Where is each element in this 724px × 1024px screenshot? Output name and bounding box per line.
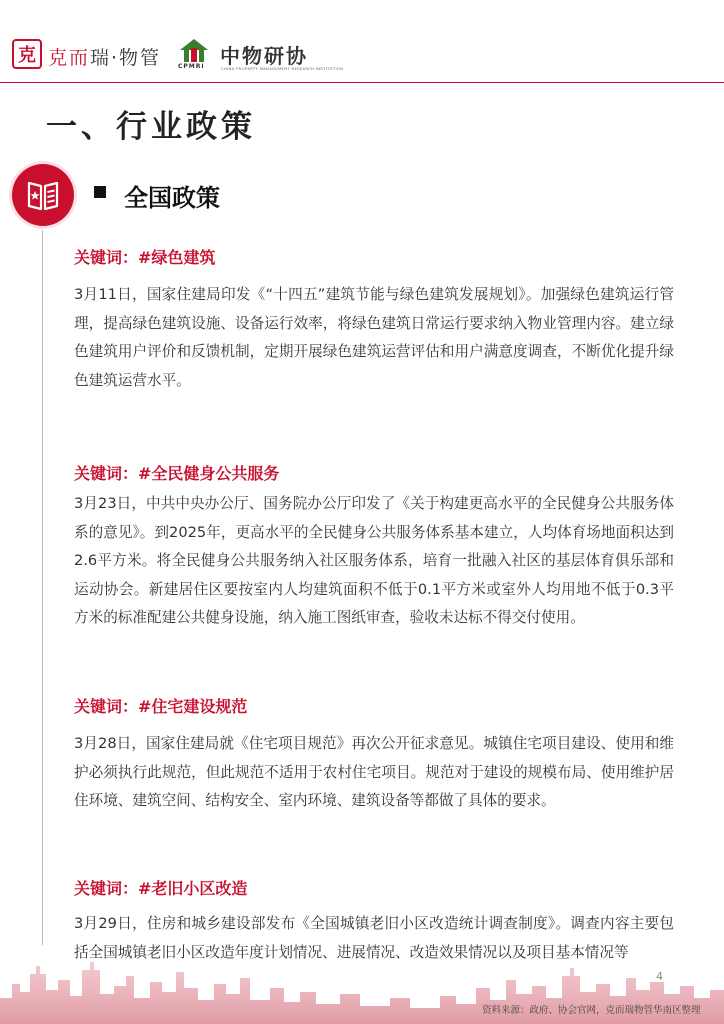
cpmri-logo: CPMRI [176,36,212,72]
source-note: 资料来源：政府、协会官网，克而瑞物管华南区整理 [482,1005,701,1016]
keyword-heading: 关键词：#绿色建筑 [74,248,216,267]
subsection-title: 全国政策 [124,184,220,212]
square-bullet-icon [94,186,106,198]
section-title: 一、行业政策 [46,109,256,145]
cric-brand-name [48,43,161,70]
timeline-divider [42,230,43,945]
brand-name-rest: 瑞·物管 [90,47,162,69]
cric-seal-logo: 克 [12,39,42,69]
brand-name-accent: 克而 [48,47,91,69]
header-divider [0,82,724,83]
policy-paragraph: 3月23日，中共中央办公厅、国务院办公厅印发了《关于构建更高水平的全民健身公共服务体系的意见》。到2025年，更高水平的全民健身公共服务体系基本建立，人均体育场地面积达到2.6平方米。将全民健身公共服务纳入社区服务体系，培育一批融入社区的基层体育俱乐部和运动协会。新建居住区要按室内人均建筑面积不低于0.1平方米或室外人均用地不低于0.3平方米的标准配建公共健身设施，纳入施工图纸审查，验收未达标不得交付使用。 [74,495,674,626]
page-header [0,0,724,84]
policy-paragraph: 3月28日，国家住建局就《住宅项目规范》再次公开征求意见。城镇住宅项目建设、使用和维护必须执行此规范，但此规范不适用于农村住宅项目。规范对于建设的规模布局、使用维护居住环境、建筑空间、结构安全、室内环境、建筑设备等都做了具体的要求。 [74,735,674,809]
page-number: 4 [656,970,663,983]
policy-paragraph: 3月29日，住房和城乡建设部发布《全国城镇老旧小区改造统计调查制度》。调查内容主要包括全国城镇老旧小区改造年度计划情况、进展情况、改造效果情况以及项目基本情况等 [74,915,674,961]
cpmri-brand-english: CHINA PROPERTY MANAGEMENT RESEARCH INSTITUTION [221,66,344,71]
keyword-heading: 关键词：#住宅建设规范 [74,697,248,716]
cpmri-brand-name: 中物研协 [220,44,308,68]
keyword-heading: 关键词：#全民健身公共服务 [74,464,280,483]
keyword-heading: 关键词：#老旧小区改造 [74,879,248,898]
policy-document-icon [12,164,74,226]
policy-paragraph: 3月11日，国家住建局印发《“十四五”建筑节能与绿色建筑发展规划》。加强绿色建筑运行管理，提高绿色建筑设施、设备运行效率，将绿色建筑日常运行要求纳入物业管理内容。建立绿色建筑用户评价和反馈机制，定期开展绿色建筑运营评估和用户满意度调查，不断优化提升绿色建筑运营水平。 [74,286,674,389]
